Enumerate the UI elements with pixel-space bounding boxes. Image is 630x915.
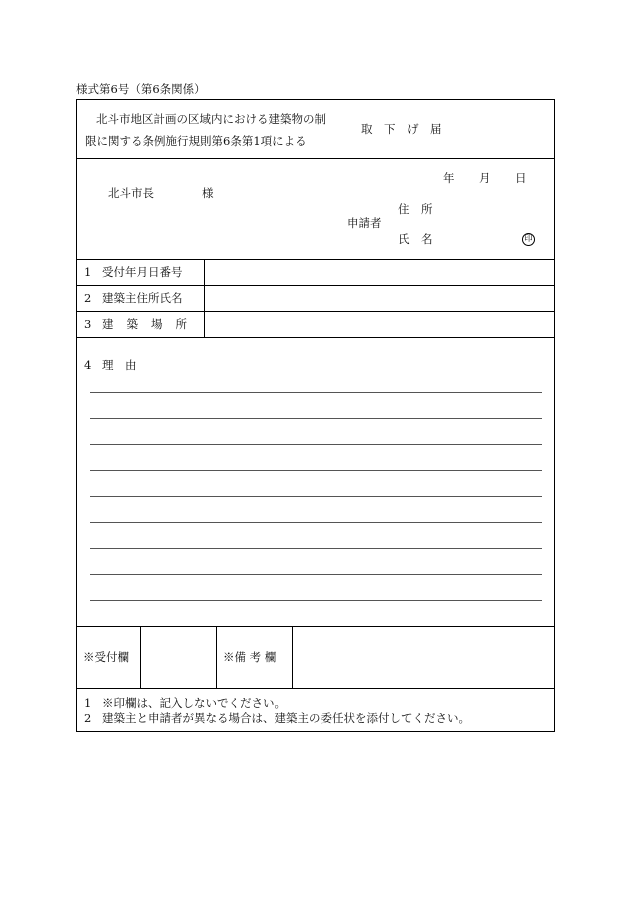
reason-rule-line bbox=[90, 574, 542, 575]
reason-rule-line bbox=[90, 600, 542, 601]
note-1-number: 1 bbox=[84, 696, 92, 710]
form-number-label: 様式第6号（第6条関係） bbox=[76, 82, 206, 96]
reason-rule-line bbox=[90, 522, 542, 523]
reason-rule-line bbox=[90, 470, 542, 471]
row-2-label: 建築主住所氏名 bbox=[102, 291, 183, 305]
date-day-label: 日 bbox=[515, 171, 527, 185]
reason-rule-line bbox=[90, 496, 542, 497]
note-1-text: ※印欄は、記入しないでください。 bbox=[102, 696, 286, 710]
reason-rule-line bbox=[90, 548, 542, 549]
row-1-number: 1 bbox=[84, 265, 92, 279]
title-line-2: 限に関する条例施行規則第6条第1項による bbox=[85, 134, 307, 148]
footer-divider-3 bbox=[292, 626, 293, 688]
date-month-label: 月 bbox=[479, 171, 491, 185]
note-2-text: 建築主と申請者が異なる場合は、建築主の委任状を添付してください。 bbox=[102, 711, 470, 725]
divider-footer bbox=[76, 688, 555, 689]
row-2-number: 2 bbox=[84, 291, 92, 305]
remarks-label: ※備 考 欄 bbox=[223, 650, 277, 664]
address-label: 住 所 bbox=[398, 202, 433, 216]
divider-reason bbox=[76, 626, 555, 627]
reason-rule-line bbox=[90, 444, 542, 445]
divider-row-2 bbox=[76, 311, 555, 312]
row-1-label: 受付年月日番号 bbox=[102, 265, 183, 279]
reason-rule-line bbox=[90, 392, 542, 393]
title-line-1: 北斗市地区計画の区域内における建築物の制 bbox=[96, 112, 326, 126]
divider-row-3 bbox=[76, 337, 555, 338]
footer-divider-2 bbox=[216, 626, 217, 688]
row-3-number: 3 bbox=[84, 317, 92, 331]
footer-divider-1 bbox=[140, 626, 141, 688]
row-label-divider bbox=[204, 259, 205, 337]
form-type-title: 取 下 げ 届 bbox=[361, 122, 442, 136]
recipient-name: 北斗市長 bbox=[108, 186, 154, 200]
recipient-honorific: 様 bbox=[202, 186, 214, 200]
reception-label: ※受付欄 bbox=[83, 650, 129, 664]
seal-icon: 印 bbox=[522, 233, 535, 246]
note-2-number: 2 bbox=[84, 711, 92, 725]
reason-number: 4 bbox=[84, 358, 92, 372]
divider-address bbox=[76, 259, 555, 260]
divider-row-1 bbox=[76, 285, 555, 286]
reason-label: 理 由 bbox=[102, 358, 137, 372]
date-year-label: 年 bbox=[443, 171, 455, 185]
row-3-label: 建築場所 bbox=[102, 317, 200, 331]
divider-header bbox=[76, 158, 555, 159]
reason-rule-line bbox=[90, 418, 542, 419]
name-label: 氏 名 bbox=[398, 232, 433, 246]
applicant-label: 申請者 bbox=[347, 216, 382, 230]
